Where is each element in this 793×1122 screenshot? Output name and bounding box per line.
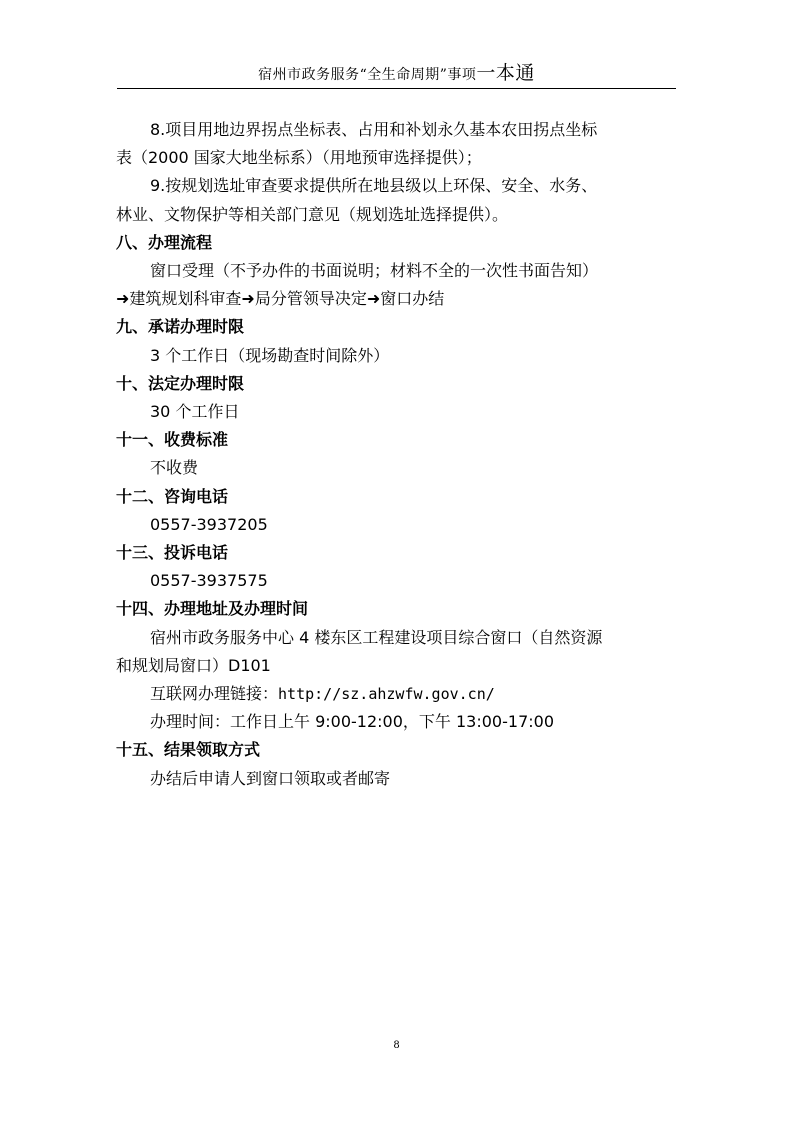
complaint-phone-value: 0557-3937575 <box>150 571 268 591</box>
consult-phone-value: 0557-3937205 <box>150 514 268 534</box>
arrow-icon: ➜ <box>241 289 255 309</box>
legal-time-heading: 十、法定办理时限 <box>116 373 245 393</box>
online-link-label: 互联网办理链接： <box>150 684 279 704</box>
fee-heading: 十一、收费标准 <box>116 430 229 450</box>
legal-time-value: 30 个工作日 <box>150 402 240 422</box>
header-title-suffix: 一本通 <box>476 62 535 84</box>
process-step-review: 建筑规划科审查 <box>129 289 242 309</box>
office-hours-value: 工作日上午 9:00-12:00，下午 13:00-17:00 <box>230 712 554 732</box>
address-heading: 十四、办理地址及办理时间 <box>116 599 309 619</box>
material-item-9-line2: 林业、文物保护等相关部门意见（规划选址选择提供）。 <box>116 204 509 224</box>
online-link[interactable]: http://sz.ahzwfw.gov.cn/ <box>278 685 495 704</box>
process-step-decision: 局分管领导决定 <box>254 289 367 309</box>
material-item-9-line1: 9.按规划选址审查要求提供所在地县级以上环保、安全、水务、 <box>150 176 598 196</box>
arrow-icon: ➜ <box>366 289 381 309</box>
complaint-phone-heading: 十三、投诉电话 <box>116 543 229 563</box>
result-heading: 十五、结果领取方式 <box>116 740 261 760</box>
material-item-8-line2: 表（2000 国家大地坐标系）（用地预审选择提供）； <box>116 148 482 168</box>
result-value: 办结后申请人到窗口领取或者邮寄 <box>150 768 391 788</box>
office-hours-line <box>116 708 683 736</box>
address-line2: 和规划局窗口）D101 <box>116 655 271 675</box>
address-line1: 宿州市政务服务中心 4 楼东区工程建设项目综合窗口（自然资源 <box>150 627 603 647</box>
promised-time-heading: 九、承诺办理时限 <box>116 317 245 337</box>
online-link-line <box>116 680 683 708</box>
process-line2 <box>116 285 683 313</box>
process-step-complete: 窗口办结 <box>380 289 445 309</box>
header-title-prefix: 宿州市政务服务“全生命周期”事项 <box>258 67 477 83</box>
process-line1: 窗口受理（不予办件的书面说明；材料不全的一次性书面告知） <box>150 261 599 281</box>
fee-value: 不收费 <box>150 458 199 478</box>
arrow-icon: ➜ <box>116 289 130 309</box>
process-heading: 八、办理流程 <box>116 232 213 252</box>
office-hours-label: 办理时间： <box>150 712 231 732</box>
consult-phone-heading: 十二、咨询电话 <box>116 486 229 506</box>
promised-time-value: 3 个工作日（现场勘查时间除外） <box>150 345 390 365</box>
header-title <box>258 62 535 84</box>
document-body <box>116 116 683 793</box>
material-item-8-line1: 8.项目用地边界拐点坐标表、占用和补划永久基本农田拐点坐标 <box>150 120 598 139</box>
page-number: 8 <box>393 1040 400 1051</box>
page-header <box>117 58 676 89</box>
